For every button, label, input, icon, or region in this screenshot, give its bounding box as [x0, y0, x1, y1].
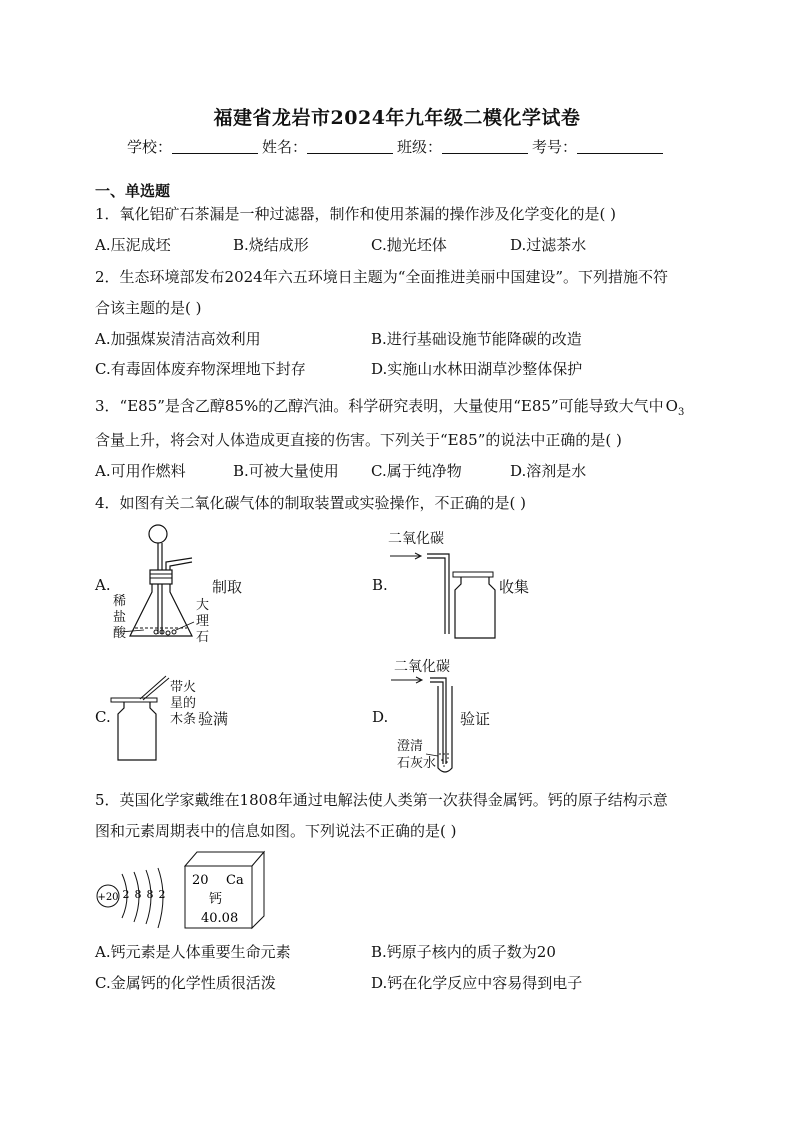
q4-d-caption: 验证: [460, 710, 491, 728]
student-info-line: [0, 136, 794, 157]
q4-b-collection-figure: [385, 548, 500, 643]
q2-option-b: B.进行基础设施节能降碳的改造: [371, 330, 582, 348]
q5-option-b: B.钙原子核内的质子数为20: [371, 943, 556, 961]
shell-2-electrons: 8: [134, 888, 142, 901]
q3-stem-text: 3．“E85”是含乙醇85%的乙醇汽油。科学研究表明，大量使用“E85”可能导致大气中: [95, 397, 664, 415]
q2-stem-line1: 2．生态环境部发布2024年六五环境日主题为“全面推进美丽中国建设”。下列措施不符: [95, 268, 669, 286]
q5-option-d: D.钙在化学反应中容易得到电子: [371, 974, 583, 992]
q3-option-a: A.可用作燃料: [95, 462, 186, 480]
q4-a-marble-label: 大 理 石: [196, 598, 210, 645]
q5-option-a: A.钙元素是人体重要生命元素: [95, 943, 291, 961]
school-label: 学校：: [126, 138, 172, 156]
atomic-mass: 40.08: [201, 911, 239, 926]
q3-option-b: B.可被大量使用: [233, 462, 339, 480]
class-label: 班级：: [397, 138, 443, 156]
id-label: 考号：: [532, 138, 578, 156]
id-blank: [577, 139, 663, 154]
q4-d-letter: D.: [372, 708, 389, 726]
q3-option-d: D.溶剂是水: [510, 462, 587, 480]
class-blank: [442, 139, 528, 154]
calcium-atom-structure-diagram: [94, 866, 174, 932]
q3-stem-line2: 含量上升，将会对人体造成更直接的伤害。下列关于“E85”的说法中正确的是( ): [95, 431, 622, 449]
shell-1-electrons: 2: [122, 888, 130, 901]
q1-option-b: B.烧结成形: [233, 236, 309, 254]
q4-c-splint-label: 带火 星的 木条: [170, 680, 197, 727]
q4-c-caption: 验满: [198, 710, 229, 728]
q2-option-a: A.加强煤炭清洁高效利用: [95, 330, 261, 348]
q4-b-caption: 收集: [499, 578, 530, 596]
element-symbol: Ca: [226, 873, 244, 888]
q4-b-letter: B.: [372, 576, 388, 594]
q4-b-gas-label: 二氧化碳: [388, 531, 444, 547]
shell-4-electrons: 2: [158, 888, 166, 901]
q5-option-c: C.金属钙的化学性质很活泼: [95, 974, 276, 992]
q1-option-d: D.过滤茶水: [510, 236, 587, 254]
q5-stem-line2: 图和元素周期表中的信息如图。下列说法不正确的是( ): [95, 822, 457, 840]
element-name: 钙: [209, 892, 223, 907]
school-blank: [172, 139, 258, 154]
q4-a-caption: 制取: [212, 578, 243, 596]
q4-stem: 4．如图有关二氧化碳气体的制取装置或实验操作，不正确的是( ): [95, 494, 527, 512]
name-label: 姓名：: [261, 138, 307, 156]
shell-3-electrons: 8: [146, 888, 154, 901]
q1-option-a: A.压泥成坯: [95, 236, 171, 254]
q3-option-c: C.属于纯净物: [371, 462, 462, 480]
q2-option-c: C.有毒固体废弃物深埋地下封存: [95, 360, 306, 378]
q4-d-gas-label: 二氧化碳: [394, 659, 450, 675]
q1-option-c: C.抛光坯体: [371, 236, 447, 254]
q2-stem-line2: 合该主题的是( ): [95, 299, 202, 317]
exam-title: 福建省龙岩市2024年九年级二模化学试卷: [213, 107, 581, 129]
q4-a-letter: A.: [95, 576, 111, 594]
q2-option-d: D.实施山水林田湖草沙整体保护: [371, 360, 583, 378]
q5-stem-line1: 5．英国化学家戴维在1808年通过电解法使人类第一次获得金属钙。钙的原子结构示意: [95, 791, 668, 809]
ozone-formula: $O_3$: [665, 397, 685, 418]
q3-stem-line1: [95, 397, 684, 422]
name-blank: [307, 139, 393, 154]
atomic-number: 20: [192, 873, 209, 888]
nucleus-charge: +20: [97, 892, 119, 903]
periodic-table-cell-calcium: [180, 848, 268, 930]
q4-a-acid-label: 稀 盐 酸: [113, 594, 127, 641]
q4-d-limewater-label: 澄清 石灰水: [397, 739, 437, 771]
q4-c-letter: C.: [95, 708, 111, 726]
section-title: 一、单选题: [95, 182, 171, 200]
q1-stem: 1．氧化铝矿石茶漏是一种过滤器，制作和使用茶漏的操作涉及化学变化的是( ): [95, 205, 617, 223]
q4-c-bottle-figure: [108, 672, 178, 764]
